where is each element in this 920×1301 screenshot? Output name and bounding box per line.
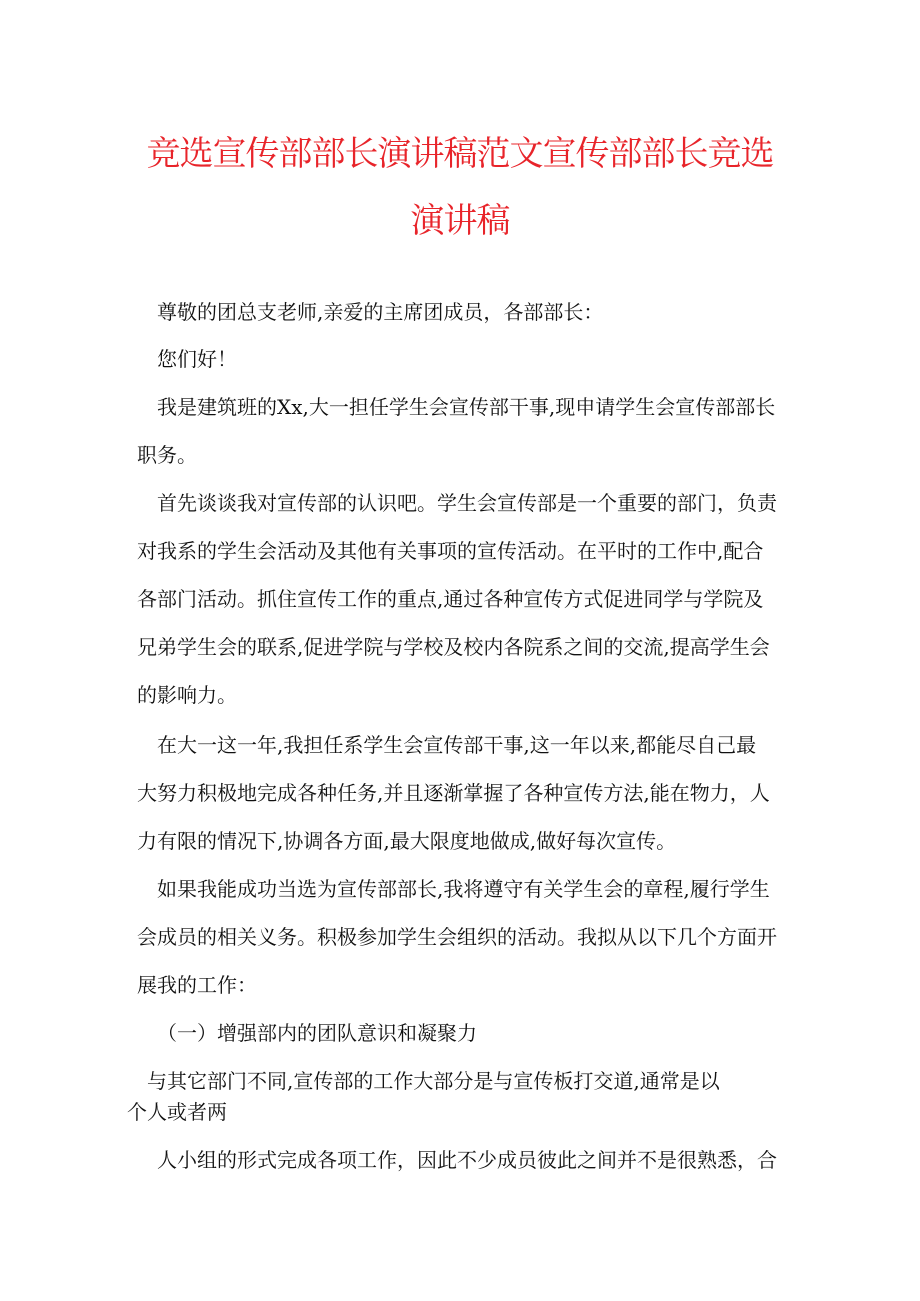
document-title-line-2: 演讲稿 [410,201,510,241]
body-line: 在大一这一年,我担任系学生会宣传部干事,这一年以来,都能尽自己最 [157,733,757,757]
body-line: 与其它部门不同,宣传部的工作大部分是与宣传板打交道,通常是以 [147,1069,720,1093]
body-line: 您们好！ [157,347,237,371]
body-line: 人小组的形式完成各项工作，因此不少成员彼此之间并不是很熟悉，合 [157,1148,777,1172]
body-line: 个人或者两 [127,1100,227,1124]
body-line: 会成员的相关义务。积极参加学生会组织的活动。我拟从以下几个方面开 [137,925,777,949]
body-line: 尊敬的团总支老师,亲爱的主席团成员，各部部长： [157,300,604,324]
body-line: 力有限的情况下,协调各方面,最大限度地做成,做好每次宣传。 [137,829,677,853]
body-line: 展我的工作： [137,973,257,997]
body-line: 如果我能成功当选为宣传部部长,我将遵守有关学生会的章程,履行学生 [157,877,770,901]
body-line: 我是建筑班的Xx,大一担任学生会宣传部干事,现申请学生会宣传部部长 [157,395,776,419]
body-line: 大努力积极地完成各种任务,并且逐渐掌握了各种宣传方法,能在物力，人 [137,781,770,805]
document-title-line-1: 竞选宣传部部长演讲稿范文宣传部部长竞选 [146,134,774,174]
body-line: 首先谈谈我对宣传部的认识吧。学生会宣传部是一个重要的部门，负责 [157,491,777,515]
body-line: 对我系的学生会活动及其他有关事项的宣传活动。在平时的工作中,配合 [137,539,764,563]
body-line: 职务。 [137,443,197,467]
body-line: （一）增强部内的团队意识和凝聚力 [157,1021,477,1045]
body-line: 的影响力。 [137,683,237,707]
body-line: 各部门活动。抓住宣传工作的重点,通过各种宣传方式促进同学与学院及 [137,587,764,611]
body-line: 兄弟学生会的联系,促进学院与学校及校内各院系之间的交流,提高学生会 [137,635,770,659]
